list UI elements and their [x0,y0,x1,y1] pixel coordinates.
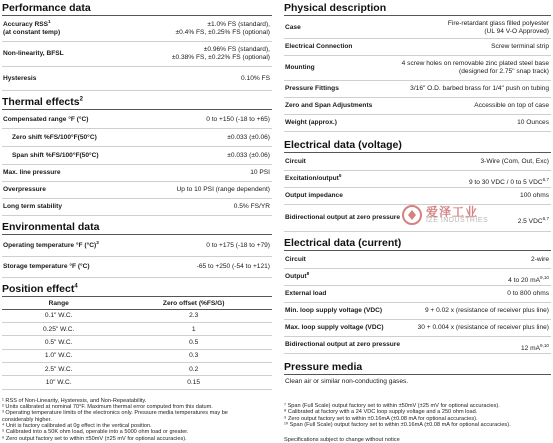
environmental-title-text: Environmental data [2,221,100,233]
environmental-title [2,220,272,235]
perf-label-nonlinearity: Non-linearity, BFSL [3,50,64,58]
position-effect-table [2,298,272,390]
volt-label-bidirectional: Bidirectional output at zero pressure [285,214,401,222]
physical-title [284,1,551,16]
thermal-label-span-shift: Span shift %FS/100°F(50°C) [12,151,99,159]
volt-label-circuit: Circuit [285,158,306,166]
footnote: ¹ RSS of Non-Linearity, Hysteresis, and Non-Repeatability. [2,397,147,404]
thermal-label-max-line: Max. line pressure [3,169,61,177]
curr-value-output [508,269,551,285]
bidirectional-voltage-value: 2.5 VDC [517,218,543,225]
phys-row-fittings [284,81,551,98]
curr-value-min-supply: 9 + 0.02 x (resistance of receiver plus line) [424,307,549,315]
thermal-value-zero-shift: ±0.033 (±0.06) [227,133,270,141]
output-label: Output [285,273,307,281]
performance-title-text: Performance data [2,2,91,14]
excitation-sup: 5 [338,172,342,178]
curr-value-circuit: 2-wire [531,256,549,264]
curr-label-max-supply: Max. loop supply voltage (VDC) [285,324,384,332]
left-footnotes [2,398,272,442]
env-label-operating [2,239,99,250]
thermal-row-span-shift [2,147,272,165]
volt-value-impedance: 100 ohms [520,192,549,200]
ize-industries-logo [402,203,526,229]
position-offset-cell: 2.3 [115,309,272,322]
footnote: ⁴ Unit is factory calibrated at 0g effect in the vertical position. [2,423,152,430]
phys-value-connection: Screw terminal strip [491,43,549,51]
table-row [2,349,272,362]
bidirectional-current-sup: 9,10 [540,342,549,348]
table-row [2,336,272,349]
output-value-sup: 9,10 [540,274,549,280]
accuracy-label2: (at constant temp) [3,29,61,36]
phys-row-mounting [284,56,551,81]
thermal-value-max-line: 10 PSI [250,169,270,177]
perf-value-nonlinearity: ±0.96% FS (standard), ±0.38% FS, ±0.22% FS (optional) [171,46,270,61]
phys-row-connection [284,39,551,56]
performance-title [2,1,272,16]
thermal-label-compensated: Compensated range °F (°C) [3,115,89,123]
media-text: Clean air or similar non-conducting gases. [285,378,409,385]
left-column [2,0,272,442]
footnote: ⁵ Calibrated into a 50K ohm load, operable into a 5000 ohm load or greater. [2,429,189,436]
thermal-row-overpressure [2,182,272,199]
position-range-cell: 0.25" W.C. [2,322,115,335]
curr-label-load: External load [285,290,327,298]
phys-label-connection: Electrical Connection [285,43,353,51]
curr-value-max-supply: 30 + 0.004 x (resistance of receiver plus line) [417,324,549,332]
phys-value-mounting: 4 screw holes on removable zinc plated steel base (designed for 2.75" snap track) [401,60,549,75]
curr-label-bidirectional: Bidirectional output at zero pressure [285,341,401,349]
position-header-range: Range [2,298,115,309]
media-title-text: Pressure media [284,361,363,373]
phys-value-adjustments: Accessible on top of case [474,102,549,110]
perf-row-nonlinearity [2,42,272,67]
table-row [2,309,272,322]
footnote: ³ Operating temperature limits of the electronics only. Pressure media temperatures may be [2,410,228,417]
position-offset-cell: 0.15 [115,376,272,389]
thermal-title-sup: 2 [79,96,83,103]
volt-label-impedance: Output impedance [285,192,343,200]
curr-label-min-supply: Min. loop supply voltage (VDC) [285,307,383,315]
curr-value-bidirectional [521,337,551,353]
perf-row-hysteresis [2,67,272,91]
curr-row-bidirectional [284,337,551,354]
logo-chinese-text: 爱泽工业 [426,205,479,219]
position-range-cell: 0.1" W.C. [2,309,115,322]
logo-english-text: IZE INDUSTRIES [426,217,489,224]
footnote: ⁶ Zero output factory set to within ±50mV (±25 mV for optional accuracies). [2,435,187,442]
curr-row-circuit [284,252,551,269]
bidirectional-current-value: 12 mA [520,345,541,352]
position-offset-cell: 0.5 [115,336,272,349]
env-row-operating [2,236,272,257]
current-title [284,236,551,251]
env-label-storage: Storage temperature °F (°C) [3,263,90,271]
position-title-sup: 4 [74,283,78,290]
physical-title-text: Physical description [284,2,387,14]
position-title [2,282,272,297]
phys-row-case [284,17,551,39]
operating-label: Operating temperature °F (°C) [3,242,97,250]
phys-label-mounting: Mounting [285,64,315,72]
curr-row-output [284,269,551,286]
thermal-label-zero-shift: Zero shift %FS/100°F(50°C) [12,133,97,141]
position-offset-cell: 0.2 [115,363,272,376]
position-offset-cell: 0.3 [115,349,272,362]
volt-value-circuit: 3-Wire (Com, Out, Exc) [480,158,549,166]
position-header-row [2,298,272,309]
logo-mark-icon [402,205,422,225]
curr-row-min-supply [284,303,551,320]
excitation-value: 9 to 30 VDC / 0 to 5 VDC [468,179,543,186]
position-range-cell: 10" W.C. [2,376,115,389]
footnote: ⁸ Calibrated at factory with a 24 VDC loop supply voltage and a 250 ohm load. [284,409,478,416]
thermal-row-max-line [2,165,272,182]
right-footnotes [284,403,551,428]
volt-value-excitation [469,171,551,187]
table-row [2,363,272,376]
table-row [2,376,272,389]
thermal-value-stability: 0.5% FS/YR [233,203,270,211]
footnote: ⁹ Zero output factory set to within ±0.16mA (±0.08 mA for optional accuracies). [284,415,478,422]
phys-row-adjustments [284,98,551,115]
excitation-value-sup: 6,7 [542,176,549,182]
position-range-cell: 0.5" W.C. [2,336,115,349]
env-row-storage [2,257,272,278]
excitation-label: Excitation/output [285,175,339,183]
thermal-row-stability [2,199,272,216]
footnote: ⁷ Span (Full Scale) output factory set to within ±50mV (±25 mV for optional accuracies). [284,403,500,409]
curr-label-output [284,270,310,281]
thermal-value-compensated: 0 to +150 (-18 to +65) [206,115,270,123]
phys-value-fittings: 3/16" O.D. barbed brass for 1/4" push on tubing [410,85,549,93]
spec-change-notice: Specifications subject to change without notice [284,437,400,443]
perf-label-hysteresis: Hysteresis [3,74,37,82]
phys-label-fittings: Pressure Fittings [285,85,339,93]
perf-row-accuracy [2,17,272,42]
bidirectional-voltage-sup: 6,7 [542,215,549,221]
footnote: considerably higher. [2,416,52,423]
volt-label-excitation [284,172,342,183]
env-value-storage: -65 to +250 (-54 to +121) [196,263,270,271]
thermal-title-text: Thermal effects [2,96,80,108]
curr-row-load [284,286,551,303]
phys-label-case: Case [285,23,301,31]
accuracy-label: Accuracy RSS [3,21,49,29]
curr-value-load: 0 to 800 ohms [507,290,549,298]
position-offset-cell: 1 [115,322,272,335]
curr-label-circuit: Circuit [285,256,306,264]
phys-label-weight: Weight (approx.) [285,119,337,127]
perf-value-accuracy: ±1.0% FS (standard), ±0.4% FS, ±0.25% FS (optional) [175,21,270,36]
volt-row-excitation [284,171,551,188]
media-title [284,360,551,375]
voltage-title [284,138,551,153]
current-title-text: Electrical data (current) [284,237,402,249]
accuracy-sup: 1 [48,19,51,25]
thermal-value-overpressure: Up to 10 PSI (range dependent) [176,186,270,194]
footnote: ¹⁰ Span (Full Scale) output factory set to within ±0.16mA (±0.08 mA for optional accuracies). [284,421,511,428]
position-title-text: Position effect [2,283,75,295]
output-value: 4 to 20 mA [508,277,541,284]
table-row [2,322,272,335]
thermal-value-span-shift: ±0.033 (±0.06) [227,151,270,159]
perf-label-accuracy [2,21,60,37]
operating-sup: 3 [96,239,99,245]
footnote: ² Units calibrated at nominal 70°F. Maximum thermal error computed from this datum. [2,404,213,411]
perf-value-hysteresis: 0.10% FS [241,74,270,82]
position-range-cell: 1.0" W.C. [2,349,115,362]
position-header-offset: Zero offset (%FS/G) [115,298,272,309]
phys-row-weight [284,115,551,132]
thermal-row-compensated [2,111,272,129]
phys-value-weight: 10 Ounces [517,119,549,127]
thermal-label-stability: Long term stability [3,203,62,211]
voltage-title-text: Electrical data (voltage) [284,139,402,151]
volt-row-circuit [284,154,551,171]
position-range-cell: 2.5" W.C. [2,363,115,376]
phys-value-case: Fire-retardant glass filled polyester (UL 94 V-O Approved) [447,19,549,35]
thermal-title [2,95,272,110]
phys-label-adjustments: Zero and Span Adjustments [285,102,373,110]
output-sup: 8 [306,270,310,276]
thermal-label-overpressure: Overpressure [3,186,46,194]
env-value-operating: 0 to +175 (-18 to +79) [206,242,270,250]
curr-row-max-supply [284,320,551,337]
thermal-row-zero-shift [2,129,272,147]
